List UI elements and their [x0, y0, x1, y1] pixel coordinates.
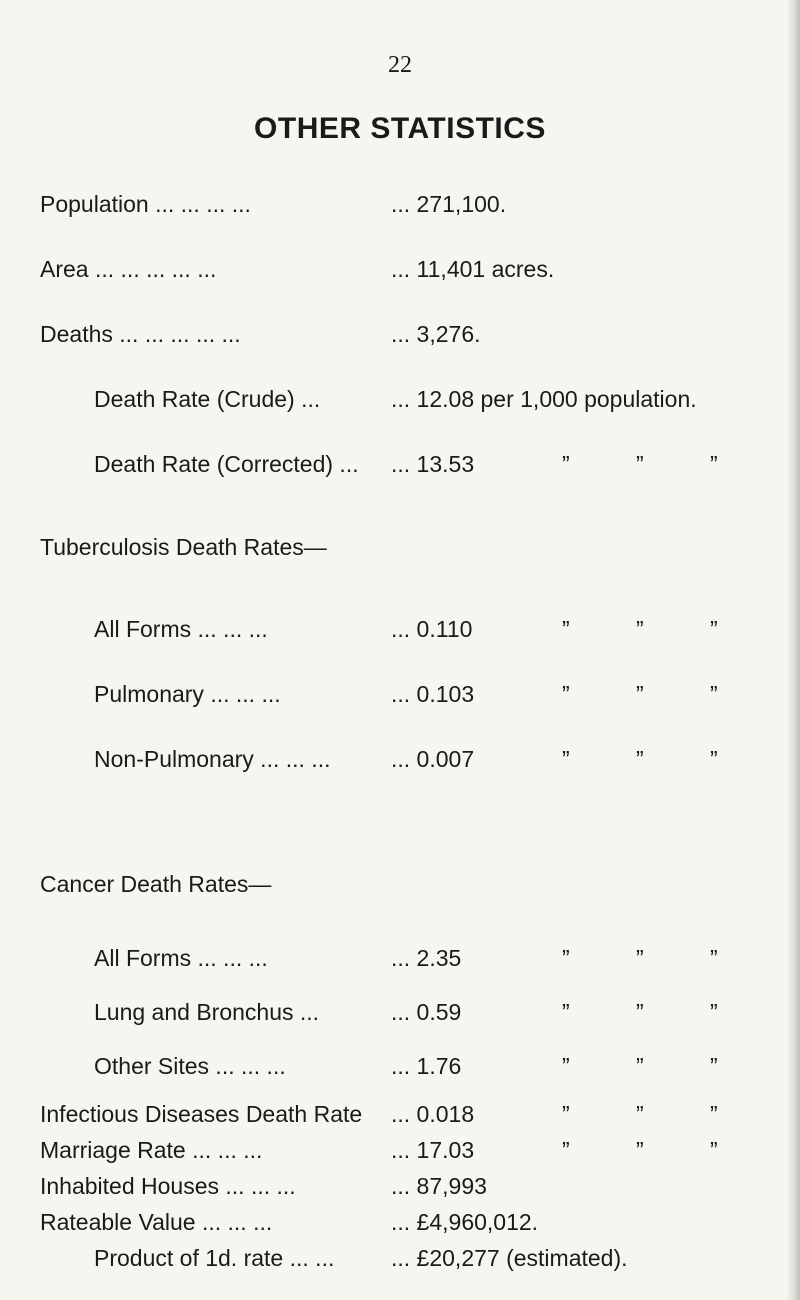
ditto-mark: ” [562, 746, 570, 772]
row-label: Marriage Rate ... ... ... [40, 1137, 263, 1163]
row-value: ... 0.59 [391, 999, 462, 1025]
ditto-mark: ” [636, 616, 644, 642]
row-value: ... 0.103 [391, 681, 475, 707]
ditto-mark: ” [562, 1053, 570, 1079]
ditto-mark: ” [562, 451, 570, 477]
row-label: Inhabited Houses ... ... ... [40, 1173, 296, 1199]
row-label: Area ... ... ... ... ... [40, 256, 217, 282]
row-value: ... 1.76 [391, 1053, 462, 1079]
row-value: ... 0.018 [391, 1101, 475, 1127]
ditto-mark: ” [710, 999, 718, 1025]
row-label: Death Rate (Corrected) ... [94, 451, 359, 477]
ditto-mark: ” [710, 945, 718, 971]
row-value: ... £20,277 (estimated). [391, 1245, 628, 1271]
row-label: Non-Pulmonary ... ... ... [94, 746, 331, 772]
row-value: ... 11,401 acres. [391, 256, 555, 282]
section-heading-label: Cancer Death Rates— [40, 871, 272, 897]
row-value: ... 2.35 [391, 945, 462, 971]
row-value: ... 0.110 [391, 616, 473, 642]
ditto-mark: ” [710, 451, 718, 477]
section-heading-label: Tuberculosis Death Rates— [40, 534, 327, 560]
ditto-mark: ” [562, 616, 570, 642]
row-value: ... 271,100. [391, 191, 507, 217]
row-label: Death Rate (Crude) ... [94, 386, 321, 412]
row-label: Other Sites ... ... ... [94, 1053, 286, 1079]
ditto-mark: ” [710, 1101, 718, 1127]
row-label: Population ... ... ... ... [40, 191, 251, 217]
row-value: ... 17.03 [391, 1137, 475, 1163]
row-label: All Forms ... ... ... [94, 945, 268, 971]
row-value: ... 13.53 [391, 451, 475, 477]
row-label: Lung and Bronchus ... [94, 999, 320, 1025]
ditto-mark: ” [636, 451, 644, 477]
row-label: Product of 1d. rate ... ... [94, 1245, 335, 1271]
row-label: All Forms ... ... ... [94, 616, 268, 642]
ditto-mark: ” [636, 999, 644, 1025]
ditto-mark: ” [710, 681, 718, 707]
row-value: ... 87,993 [391, 1173, 487, 1199]
ditto-mark: ” [636, 746, 644, 772]
row-value: ... 3,276. [391, 321, 481, 347]
row-value: ... 0.007 [391, 746, 475, 772]
ditto-mark: ” [562, 999, 570, 1025]
ditto-mark: ” [562, 1137, 570, 1163]
row-label: Rateable Value ... ... ... [40, 1209, 273, 1235]
ditto-mark: ” [710, 616, 718, 642]
ditto-mark: ” [710, 1137, 718, 1163]
ditto-mark: ” [636, 1137, 644, 1163]
ditto-mark: ” [636, 1101, 644, 1127]
ditto-mark: ” [710, 746, 718, 772]
ditto-mark: ” [562, 681, 570, 707]
row-value: ... 12.08 per 1,000 population. [391, 386, 697, 412]
page-title: OTHER STATISTICS [254, 112, 546, 145]
ditto-mark: ” [636, 1053, 644, 1079]
row-label: Deaths ... ... ... ... ... [40, 321, 241, 347]
row-value: ... £4,960,012. [391, 1209, 539, 1235]
ditto-mark: ” [636, 945, 644, 971]
row-label: Infectious Diseases Death Rate [40, 1101, 363, 1127]
ditto-mark: ” [562, 1101, 570, 1127]
page-edge-shadow [786, 0, 800, 1300]
page-number: 22 [388, 52, 412, 78]
ditto-mark: ” [636, 681, 644, 707]
ditto-mark: ” [562, 945, 570, 971]
row-label: Pulmonary ... ... ... [94, 681, 281, 707]
ditto-mark: ” [710, 1053, 718, 1079]
